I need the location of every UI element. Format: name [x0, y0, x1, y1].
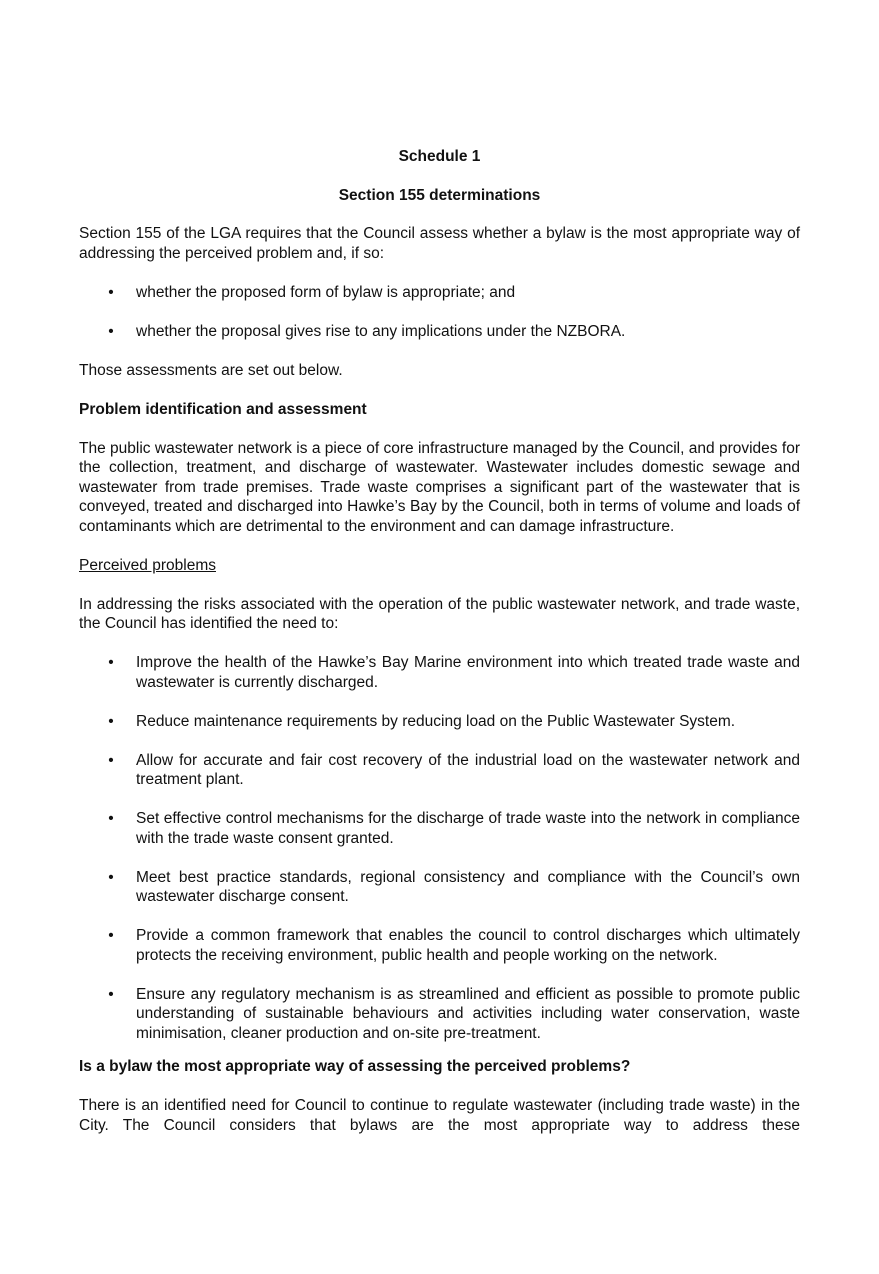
problem-heading: Problem identification and assessment [79, 400, 367, 418]
needs-bullet-list [79, 653, 800, 1043]
section-title: Section 155 determinations [338, 186, 541, 204]
list-item [79, 712, 800, 732]
list-item-text: Improve the health of the Hawke’s Bay Marine environment into which treated trade waste and wastewater is currently discharged. [136, 654, 800, 691]
bylaw-paragraph: There is an identified need for Council to continue to regulate wastewater (including trade waste) in the City. The Council considers that bylaws are the most appropriate way to address these [79, 1097, 800, 1134]
bullet-icon: • [108, 751, 114, 769]
list-item [79, 751, 800, 790]
bylaw-heading: Is a bylaw the most appropriate way of assessing the perceived problems? [79, 1058, 631, 1075]
perceived-problems-heading: Perceived problems [79, 556, 216, 574]
list-item-text: Ensure any regulatory mechanism is as streamlined and efficient as possible to promote public understanding of sustainable behaviours and activities including water conservation, waste minimisation, cleaner production and on-site pre-treatment. [136, 985, 800, 1042]
list-item [79, 868, 800, 907]
list-item [79, 653, 800, 692]
intro-paragraph: Section 155 of the LGA requires that the Council assess whether a bylaw is the most appropriate way of addressing the perceived problem and, if so: [79, 225, 800, 262]
perceived-intro-paragraph: In addressing the risks associated with the operation of the public wastewater network, and trade waste, the Council has identified the need to: [79, 595, 800, 632]
bullet-icon: • [108, 712, 114, 730]
list-item-text: whether the proposal gives rise to any implications under the NZBORA. [136, 322, 626, 340]
schedule-title: Schedule 1 [398, 148, 481, 165]
list-item-text: Set effective control mechanisms for the discharge of trade waste into the network in compliance with the trade waste consent granted. [136, 810, 800, 847]
list-item [79, 809, 800, 848]
list-item-text: Allow for accurate and fair cost recovery of the industrial load on the wastewater network and treatment plant. [136, 751, 800, 788]
assessments-note: Those assessments are set out below. [79, 361, 343, 379]
list-item-text: whether the proposed form of bylaw is appropriate; and [136, 283, 516, 301]
list-item [79, 322, 800, 342]
list-item [79, 985, 800, 1044]
document-page [79, 147, 800, 1155]
bullet-icon: • [108, 927, 114, 944]
list-item [79, 926, 800, 965]
list-item [79, 283, 800, 303]
bullet-icon: • [108, 322, 114, 340]
problem-paragraph: The public wastewater network is a piece of core infrastructure managed by the Council, and provides for the collection, treatment, and discharge of wastewater. Wastewater includes domestic sewage and wastewater from trade premises. Trade waste comprises a significant part of the wastewater that is conveyed, treated and discharged into Hawke’s Bay by the Council, both in terms of volume and loads of contaminants which are detrimental to the environment and can damage infrastructure. [79, 439, 800, 535]
list-item-text: Meet best practice standards, regional consistency and compliance with the Council’s own wastewater discharge consent. [136, 868, 800, 905]
bullet-icon: • [108, 868, 114, 886]
list-item-text: Provide a common framework that enables the council to control discharges which ultimately protects the receiving environment, public health and people working on the network. [136, 927, 800, 964]
list-item-text: Reduce maintenance requirements by reducing load on the Public Wastewater System. [136, 712, 736, 730]
bullet-icon: • [108, 283, 114, 301]
bullet-icon: • [108, 985, 114, 1003]
bullet-icon: • [108, 810, 114, 827]
bullet-icon: • [108, 654, 114, 671]
intro-bullet-list [79, 283, 800, 342]
